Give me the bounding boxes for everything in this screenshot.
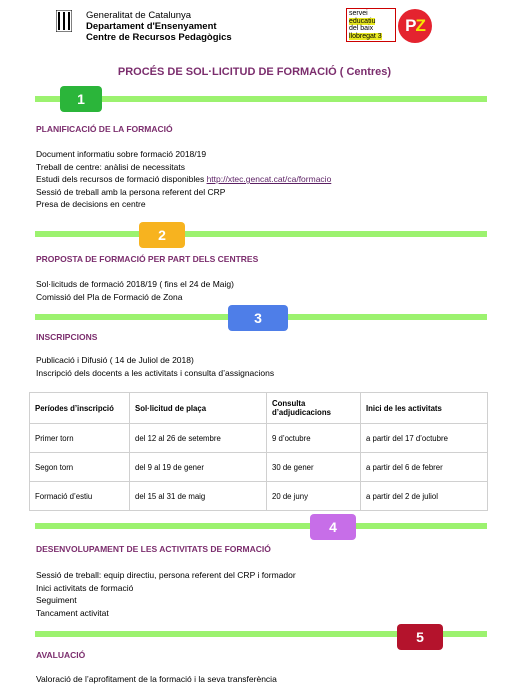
table-row: [30, 424, 488, 453]
schedule-table: [29, 392, 488, 511]
section-1-body: Document informatiu sobre formació 2018/19 Treball de centre: anàlisi de necessitats Estudi dels recursos de formació disponibles http://xtec.gencat.cat/ca/formacio Sessió de treball amb la persona referent del CRP Presa de decisions en centre: [36, 149, 332, 209]
table-header-row: [30, 393, 488, 424]
org-name: [86, 10, 232, 43]
table-cell: Primer torn: [30, 424, 130, 453]
step-1-badge: 1: [60, 86, 102, 112]
step-4-bar: [35, 523, 487, 529]
table-cell: del 12 al 26 de setembre: [130, 424, 267, 453]
table-cell: 20 de juny: [267, 482, 361, 511]
step-5-badge: 5: [397, 624, 443, 650]
table-cell: del 9 al 19 de gener: [130, 453, 267, 482]
table-header: Sol·licitud de plaça: [130, 393, 267, 424]
servei-educatiu-logo: servei educatiu del baix llobregat 3: [346, 8, 396, 42]
section-3-body: Publicació i Difusió ( 14 de Juliol de 2018) Inscripció dels docents a les activitats i consulta d’assignacions: [36, 355, 275, 378]
table-cell: Segon torn: [30, 453, 130, 482]
org-line-3: Centre de Recursos Pedagògics: [86, 32, 232, 43]
page-title: PROCÉS DE SOL·LICITUD DE FORMACIÓ ( Centres): [117, 66, 392, 78]
section-2-body: Sol·licituds de formació 2018/19 ( fins el 24 de Maig) Comissió del Pla de Formació de Zona: [36, 279, 234, 302]
table-cell: a partir del 2 de juliol: [361, 482, 488, 511]
table-cell: 9 d’octubre: [267, 424, 361, 453]
table-cell: Formació d’estiu: [30, 482, 130, 511]
step-2-bar: [35, 231, 487, 237]
table-header: Inici de les activitats: [361, 393, 488, 424]
section-5-heading: AVALUACIÓ: [36, 650, 86, 660]
section-3-heading: INSCRIPCIONS: [36, 332, 98, 342]
table-header: Consulta d’adjudicacions: [267, 393, 361, 424]
table-row: [30, 453, 488, 482]
section-4-heading: DESENVOLUPAMENT DE LES ACTIVITATS DE FORMACIÓ: [36, 544, 271, 554]
step-2-badge: 2: [139, 222, 185, 248]
org-line-2: Departament d'Ensenyament: [86, 21, 217, 32]
org-line-1: Generalitat de Catalunya: [86, 10, 192, 21]
section-1-heading: PLANIFICACIÓ DE LA FORMACIÓ: [36, 124, 173, 134]
generalitat-logo: [56, 10, 72, 32]
table-cell: a partir del 6 de febrer: [361, 453, 488, 482]
table-cell: a partir del 17 d’octubre: [361, 424, 488, 453]
section-5-body: Valoració de l’aprofitament de la formació i la seva transferència: [36, 674, 277, 684]
section-4-body: Sessió de treball: equip directiu, persona referent del CRP i formador Inici activitats de formació Seguiment Tancament activitat: [36, 570, 296, 618]
step-3-badge: 3: [228, 305, 288, 331]
pz-logo: PZ: [398, 9, 432, 43]
table-cell: 30 de gener: [267, 453, 361, 482]
formacio-link[interactable]: http://xtec.gencat.cat/ca/formacio: [206, 174, 332, 184]
step-1-bar: [35, 96, 487, 102]
step-4-badge: 4: [310, 514, 356, 540]
table-cell: del 15 al 31 de maig: [130, 482, 267, 511]
table-header: Períodes d’inscripció: [30, 393, 130, 424]
table-row: [30, 482, 488, 511]
section-2-heading: PROPOSTA DE FORMACIÓ PER PART DELS CENTRES: [36, 254, 259, 264]
